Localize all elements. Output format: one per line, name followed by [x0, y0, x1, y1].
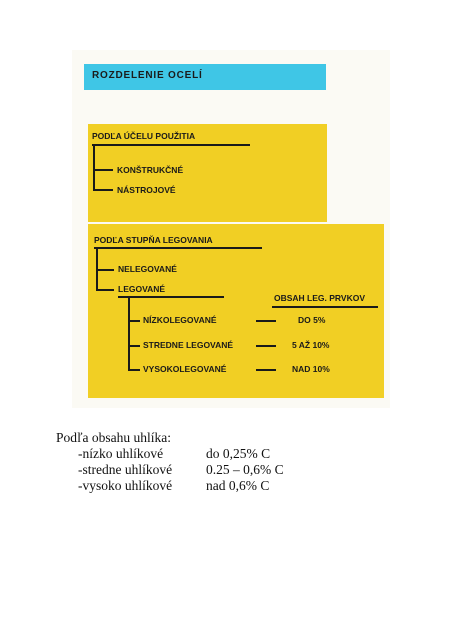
- carbon-row-medium-value: 0.25 – 0,6% C: [206, 462, 284, 477]
- carbon-row-low-value: do 0,25% C: [206, 446, 271, 461]
- subitem-high-dash: [256, 369, 276, 371]
- alloying-item-alloy: LEGOVANÉ: [118, 284, 166, 294]
- alloying-panel: [88, 224, 384, 398]
- alloy-sub-branch-2: [128, 345, 140, 347]
- purpose-heading-underline: [92, 144, 250, 146]
- alloy-underline: [118, 296, 224, 298]
- purpose-heading: PODĽA ÚČELU POUŽITIA: [92, 131, 196, 141]
- subitem-low-dash: [256, 320, 276, 322]
- subitem-medium-alloy: STREDNE LEGOVANÉ: [143, 340, 234, 350]
- subitem-medium-dash: [256, 345, 276, 347]
- alloying-branch-1: [96, 269, 114, 271]
- alloy-sub-branch-3: [128, 369, 140, 371]
- purpose-branch-1: [93, 169, 113, 171]
- purpose-branch-2: [93, 189, 113, 191]
- carbon-heading: Podľa obsahu uhlíka:: [56, 430, 171, 445]
- subitem-medium-value: 5 AŽ 10%: [292, 340, 330, 350]
- alloy-content-header-underline: [272, 306, 378, 308]
- alloying-branch-2: [96, 289, 114, 291]
- alloy-subtree-trunk: [128, 298, 130, 370]
- carbon-row-low-label: -nízko uhlíkové: [78, 446, 164, 461]
- subitem-high-alloy: VYSOKOLEGOVANÉ: [143, 364, 227, 374]
- subitem-low-alloy: NÍZKOLEGOVANÉ: [143, 315, 217, 325]
- banner-title: ROZDELENIE OCELÍ: [92, 70, 203, 81]
- purpose-tree-trunk: [93, 146, 95, 190]
- alloy-content-header: OBSAH LEG. PRVKOV: [274, 293, 365, 303]
- alloying-heading: PODĽA STUPŇA LEGOVANIA: [94, 235, 213, 245]
- subitem-high-value: NAD 10%: [292, 364, 330, 374]
- purpose-item-tool: NÁSTROJOVÉ: [117, 185, 176, 195]
- purpose-item-structural: KONŠTRUKČNÉ: [117, 165, 184, 175]
- carbon-row-high-value: nad 0,6% C: [206, 478, 270, 493]
- subitem-low-value: DO 5%: [298, 315, 326, 325]
- carbon-row-medium-label: -stredne uhlíkové: [78, 462, 173, 477]
- alloying-item-nonalloy: NELEGOVANÉ: [118, 264, 177, 274]
- alloying-heading-underline: [94, 247, 262, 249]
- alloy-sub-branch-1: [128, 320, 140, 322]
- carbon-row-high-label: -vysoko uhlíkové: [78, 478, 173, 493]
